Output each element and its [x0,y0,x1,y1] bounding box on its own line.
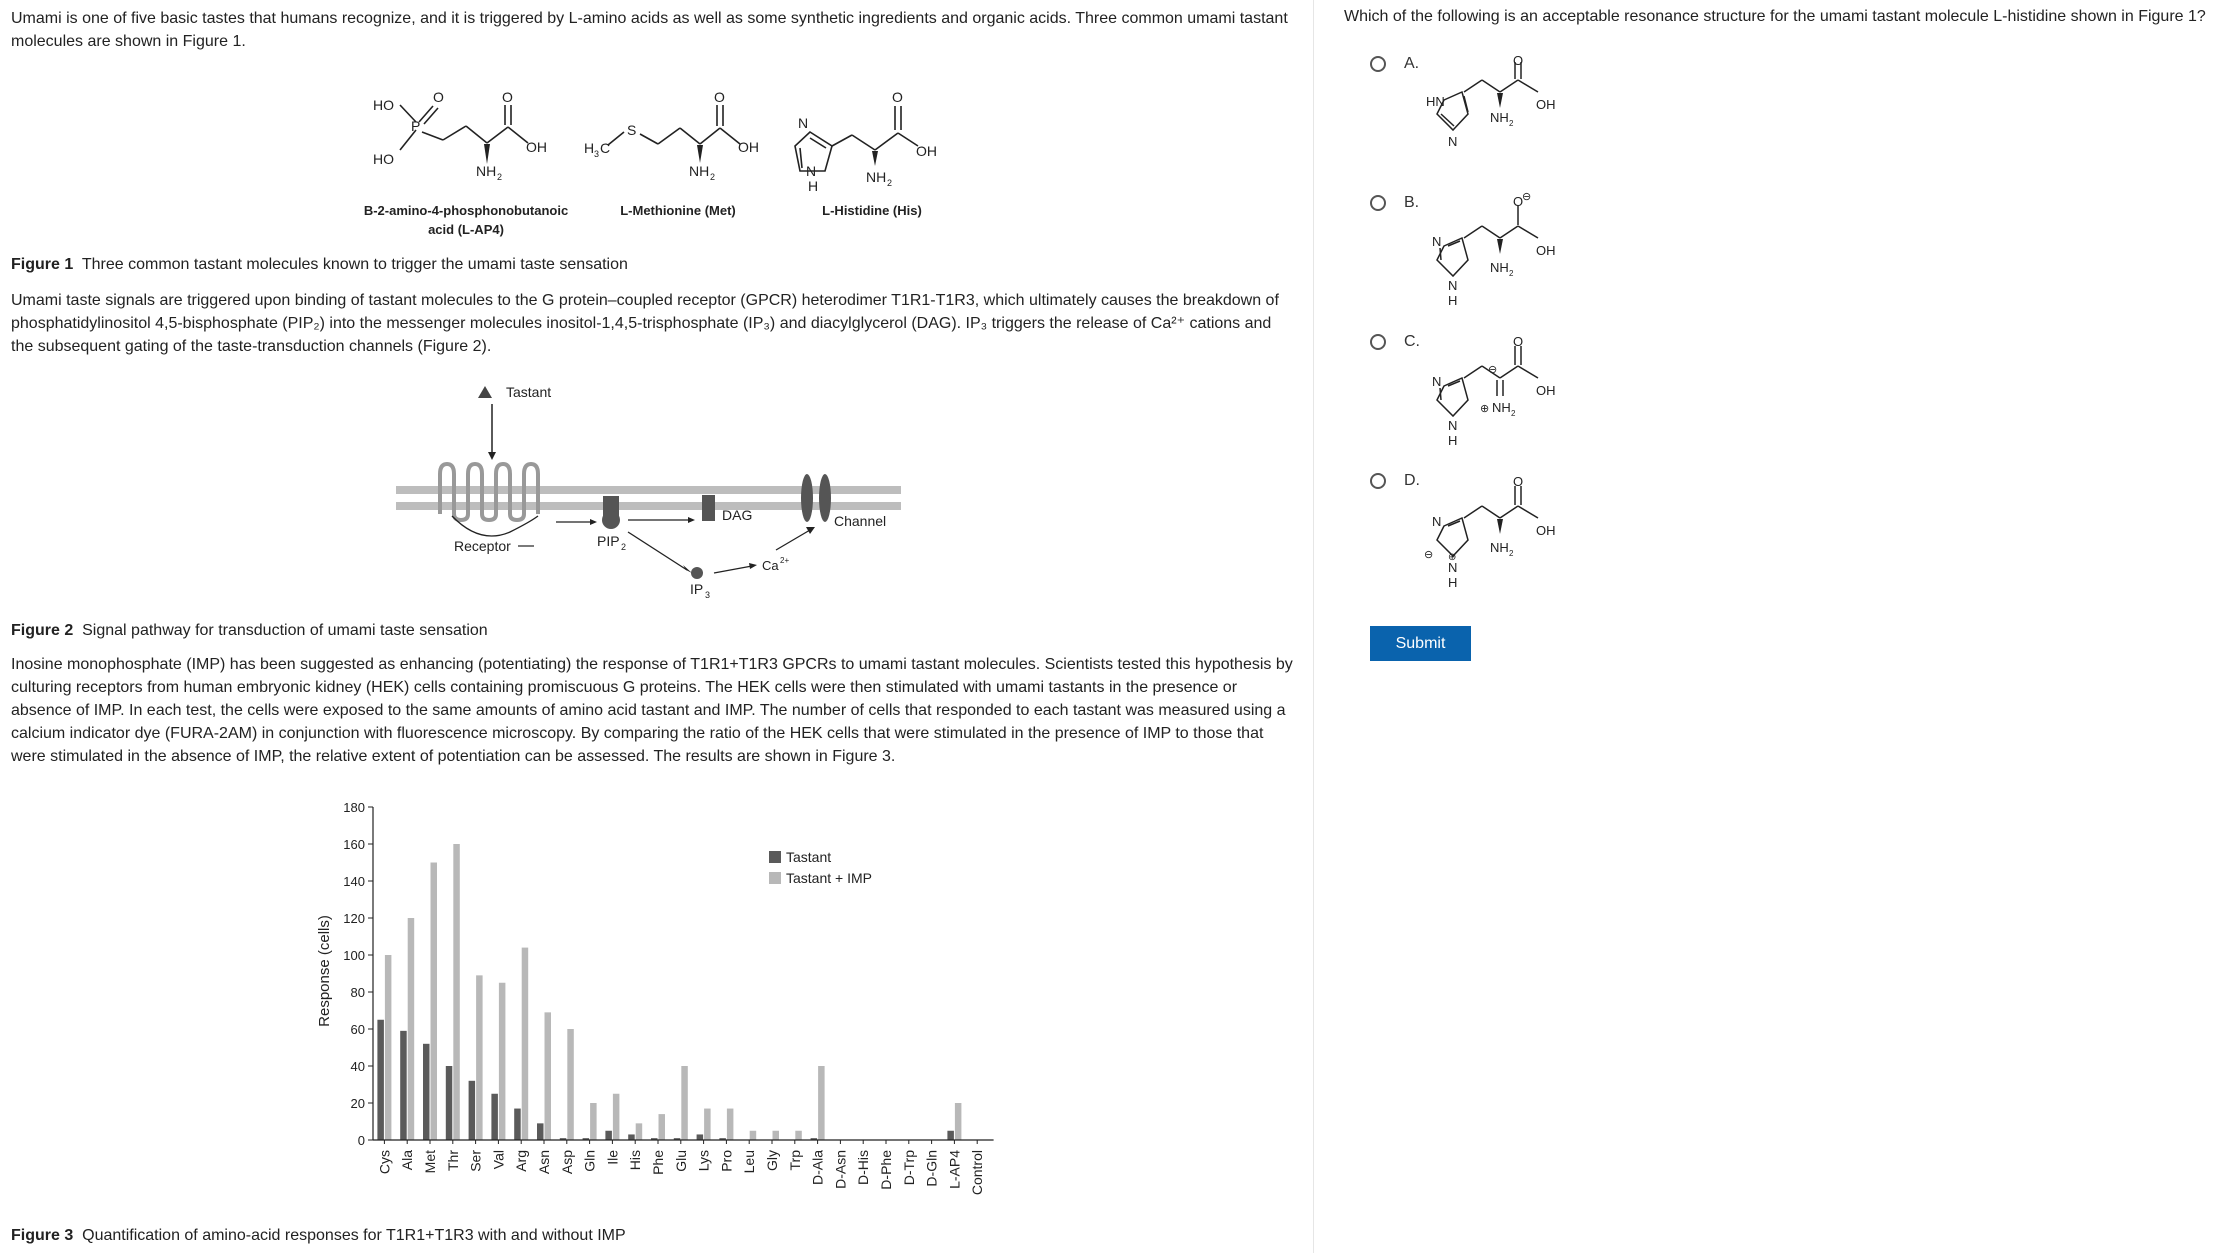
figure-1-caption: Figure 1 Three common tastant molecules known to trigger the umami taste sensation [11,256,628,273]
x-tick-label: Asp [558,1150,575,1175]
svg-text:O: O [1513,334,1524,349]
x-tick-label: Control [969,1150,986,1196]
x-tick-label: D-Phe [878,1150,894,1190]
x-tick-label: Cys [376,1150,393,1175]
passage-paragraph-3: Inosine monophosphate (IMP) has been suggested as enhancing (potentiating) the response of T1R1+T1R3 GPCRs to umami tastant molecules. Scientists tested this hypothesis by culturing receptors from human embryonic kidney (HEK) cells containing promiscuous G proteins. The HEK cells were then stimulated with umami tastants in the presence or absence of IMP. In each test, the cells were exposed to the same amounts of amino acid tastant and IMP. The number of cells that responded to each tastant was measured using a calcium indicator dye (FURA-2AM) in conjunction with fluorescence microscopy. By comparing the ratio of the HEK cells that were stimulated in the presence of IMP to those that were stimulated in the absence of IMP, the relative extent of potentiation can be assessed. The results are shown in Figure 3. [11,656,1293,765]
svg-text:N: N [1448,278,1458,293]
x-tick-label: Arg [513,1150,530,1172]
question-text: Which of the following is an acceptable resonance structure for the umami tastant molecule L-histidine shown in Figure 1? [1344,8,2206,25]
bar-tastant-l-ap4 [947,1131,954,1140]
bar-tastant-imp-asn [545,1012,552,1140]
atom-label: HO [373,97,394,113]
bar-tastant-cys [377,1020,384,1140]
bar-tastant-imp-gln [590,1103,597,1140]
atom-label: OH [526,139,547,155]
svg-text:O: O [1513,53,1524,68]
bar-tastant-ala [400,1031,407,1140]
bar-tastant-imp-ser [476,975,483,1140]
atom-label: NH [866,169,887,185]
atom-label: OH [738,139,759,155]
atom-label: 2 [497,172,503,182]
atom-label: O [502,89,513,105]
y-tick-label: 0 [357,1133,365,1148]
bar-tastant-imp-asp [567,1029,574,1140]
ip3-label: IP [690,581,704,597]
bar-tastant-arg [514,1109,521,1140]
atom-label: H [584,140,595,156]
svg-text:H: H [1448,433,1458,448]
svg-text:N: N [1448,560,1458,575]
svg-text:O: O [1513,474,1524,489]
option-d-letter: D. [1404,472,1420,489]
figure-1-molecules [0,60,1000,245]
question-panel [1314,0,2214,1253]
svg-text:OH: OH [1536,97,1556,112]
x-tick-label: Phe [650,1150,666,1175]
bar-tastant-imp-l-ap4 [955,1103,962,1140]
svg-text:O: O [1513,194,1524,209]
atom-label: C [600,140,611,156]
svg-text:3: 3 [705,590,711,600]
bar-tastant-imp-his [636,1123,643,1140]
x-tick-label: Ala [399,1150,416,1171]
svg-text:⊖: ⊖ [1424,549,1434,561]
svg-text:HN: HN [1426,94,1445,109]
x-tick-label: D-Ala [809,1150,826,1186]
bar-tastant-imp-lys [704,1109,711,1140]
atom-label: O [714,89,725,105]
bar-tastant-imp-arg [522,948,529,1140]
receptor-label: Receptor [454,538,511,554]
svg-text:N: N [1432,514,1442,529]
option-c-radio[interactable] [1370,334,1386,350]
svg-text:2+: 2+ [780,556,790,565]
atom-label: 2 [710,172,716,182]
svg-text:2: 2 [1509,119,1514,128]
svg-text:NH: NH [1490,260,1509,275]
figure-2-caption: Figure 2 Signal pathway for transduction of umami taste sensation [11,622,488,639]
atom-label: O [433,89,444,105]
x-tick-label: L-AP4 [946,1150,963,1189]
bar-tastant-thr [446,1066,453,1140]
y-tick-label: 100 [343,948,365,963]
bar-tastant-imp-met [431,863,438,1141]
svg-text:NH: NH [1492,400,1511,415]
bar-tastant-imp-trp [795,1131,802,1140]
legend-label: Tastant + IMP [786,870,872,886]
passage-paragraph-2: Umami taste signals are triggered upon binding of tastant molecules to the G protein–coupled receptor (GPCR) heterodimer T1R1-T1R3, which ultimately causes the breakdown of phosphatidylinositol 4,5-bisphosphate (PIP₂) into the messenger molecules inositol-1,4,5-trisphosphate (IP₃) and diacylglycerol (DAG). IP₃ triggers the release of Ca²⁺ cations and the subsequent gating of the taste-transduction channels (Figure 2). [11,292,1279,355]
option-d-structure [1420,470,1620,600]
bar-tastant-ile [605,1131,612,1140]
x-tick-label: Trp [786,1150,803,1171]
tastant-label: Tastant [506,384,552,400]
bar-tastant-met [423,1044,430,1140]
y-tick-label: 180 [343,800,365,815]
bar-tastant-imp-glu [681,1066,688,1140]
atom-label: 2 [887,178,893,188]
option-c-letter: C. [1404,333,1420,350]
svg-text:N: N [1432,234,1442,249]
figure-3-caption: Figure 3 Quantification of amino-acid responses for T1R1+T1R3 with and without IMP [11,1227,626,1244]
x-tick-label: Ile [604,1150,621,1165]
x-tick-label: D-Trp [900,1150,917,1186]
svg-text:NH: NH [1490,110,1509,125]
pip2-label: PIP [597,533,620,549]
option-a-radio[interactable] [1370,56,1386,72]
x-tick-label: Leu [741,1150,758,1174]
bar-tastant-imp-phe [659,1114,666,1140]
dag-label: DAG [722,507,753,523]
atom-label: H [808,178,819,194]
bar-tastant-imp-thr [453,844,460,1140]
svg-text:N: N [1448,134,1458,149]
svg-text:OH: OH [1536,243,1556,258]
atom-label: 3 [594,149,600,159]
svg-text:⊕: ⊕ [1448,552,1457,563]
x-tick-label: His [627,1150,644,1171]
y-tick-label: 40 [350,1059,365,1074]
y-tick-label: 20 [350,1096,365,1111]
svg-text:N: N [1432,374,1442,389]
submit-button[interactable]: Submit [1370,626,1471,661]
legend-swatch [769,872,781,884]
svg-text:OH: OH [1536,383,1556,398]
bar-tastant-ser [469,1081,476,1140]
passage-paragraph-1: Umami is one of five basic tastes that humans recognize, and it is triggered by L-amino acids as well as some synthetic ingredients and organic acids. Three common umami tastant molecules are shown in Figure 1. [11,10,1288,50]
svg-text:2: 2 [1509,269,1514,278]
svg-text:N: N [1448,418,1458,433]
atom-label: HO [373,151,394,167]
bar-tastant-imp-ile [613,1094,620,1140]
x-tick-label: Asn [536,1150,552,1175]
atom-label: OH [916,143,937,159]
svg-text:⊖: ⊖ [1522,191,1532,203]
option-b-structure [1420,190,1620,320]
option-b-radio[interactable] [1370,195,1386,211]
atom-label: O [892,89,903,105]
x-tick-label: Val [490,1150,507,1170]
svg-text:⊖: ⊖ [1488,364,1498,376]
atom-label: P [411,118,421,134]
bar-tastant-imp-pro [727,1109,734,1140]
x-tick-label: Lys [695,1150,712,1172]
svg-text:NH: NH [1490,540,1509,555]
x-tick-label: Glu [672,1150,689,1172]
figure-3-bar-chart [0,785,1000,1215]
option-c-structure [1420,330,1620,460]
y-tick-label: 80 [350,985,365,1000]
x-tick-label: Ser [467,1150,484,1172]
molecule-name-lap4: acid (L-AP4) [428,222,504,237]
atom-label: N [798,115,809,131]
calcium-label: Ca [762,558,779,573]
bar-tastant-imp-d-ala [818,1066,825,1140]
bar-tastant-imp-cys [385,955,392,1140]
x-tick-label: Pro [718,1150,735,1172]
option-a-structure [1420,52,1620,162]
bar-tastant-imp-leu [750,1131,757,1140]
svg-text:2: 2 [1509,549,1514,558]
svg-text:OH: OH [1536,523,1556,538]
legend-swatch [769,851,781,863]
x-tick-label: D-His [855,1150,872,1185]
bar-tastant-asn [537,1123,544,1140]
x-tick-label: Gln [581,1150,598,1172]
svg-text:H: H [1448,293,1458,308]
bar-tastant-imp-gly [773,1131,780,1140]
y-tick-label: 160 [343,837,365,852]
svg-text:H: H [1448,575,1458,590]
atom-label: NH [476,163,497,179]
bar-tastant-lys [697,1134,704,1140]
x-tick-label: Thr [444,1150,461,1171]
x-tick-label: D-Gln [923,1150,940,1187]
x-tick-label: Met [422,1150,438,1174]
bar-tastant-imp-ala [408,918,415,1140]
bar-tastant-imp-val [499,983,506,1140]
x-tick-label: Gly [764,1150,780,1171]
molecule-name-his: L-Histidine (His) [822,203,922,218]
option-b-letter: B. [1404,194,1420,211]
svg-text:⊕: ⊕ [1480,403,1490,415]
figure-2-pathway [0,370,1000,610]
y-axis-label: Response (cells) [316,915,333,1027]
channel-label: Channel [834,513,887,529]
atom-label: S [627,122,637,138]
svg-text:2: 2 [1511,409,1516,418]
molecule-name-lap4: B-2-amino-4-phosphonobutanoic [363,203,569,218]
option-a-letter: A. [1404,55,1420,72]
legend-label: Tastant [786,849,832,865]
x-tick-label: D-Asn [832,1150,849,1189]
atom-label: N [806,163,817,179]
y-tick-label: 60 [350,1022,365,1037]
svg-text:2: 2 [621,542,627,552]
atom-label: NH [689,163,710,179]
bar-tastant-his [628,1134,635,1140]
option-d-radio[interactable] [1370,473,1386,489]
y-tick-label: 140 [343,874,365,889]
y-tick-label: 120 [343,911,365,926]
bar-tastant-val [491,1094,498,1140]
molecule-name-met: L-Methionine (Met) [620,203,736,218]
